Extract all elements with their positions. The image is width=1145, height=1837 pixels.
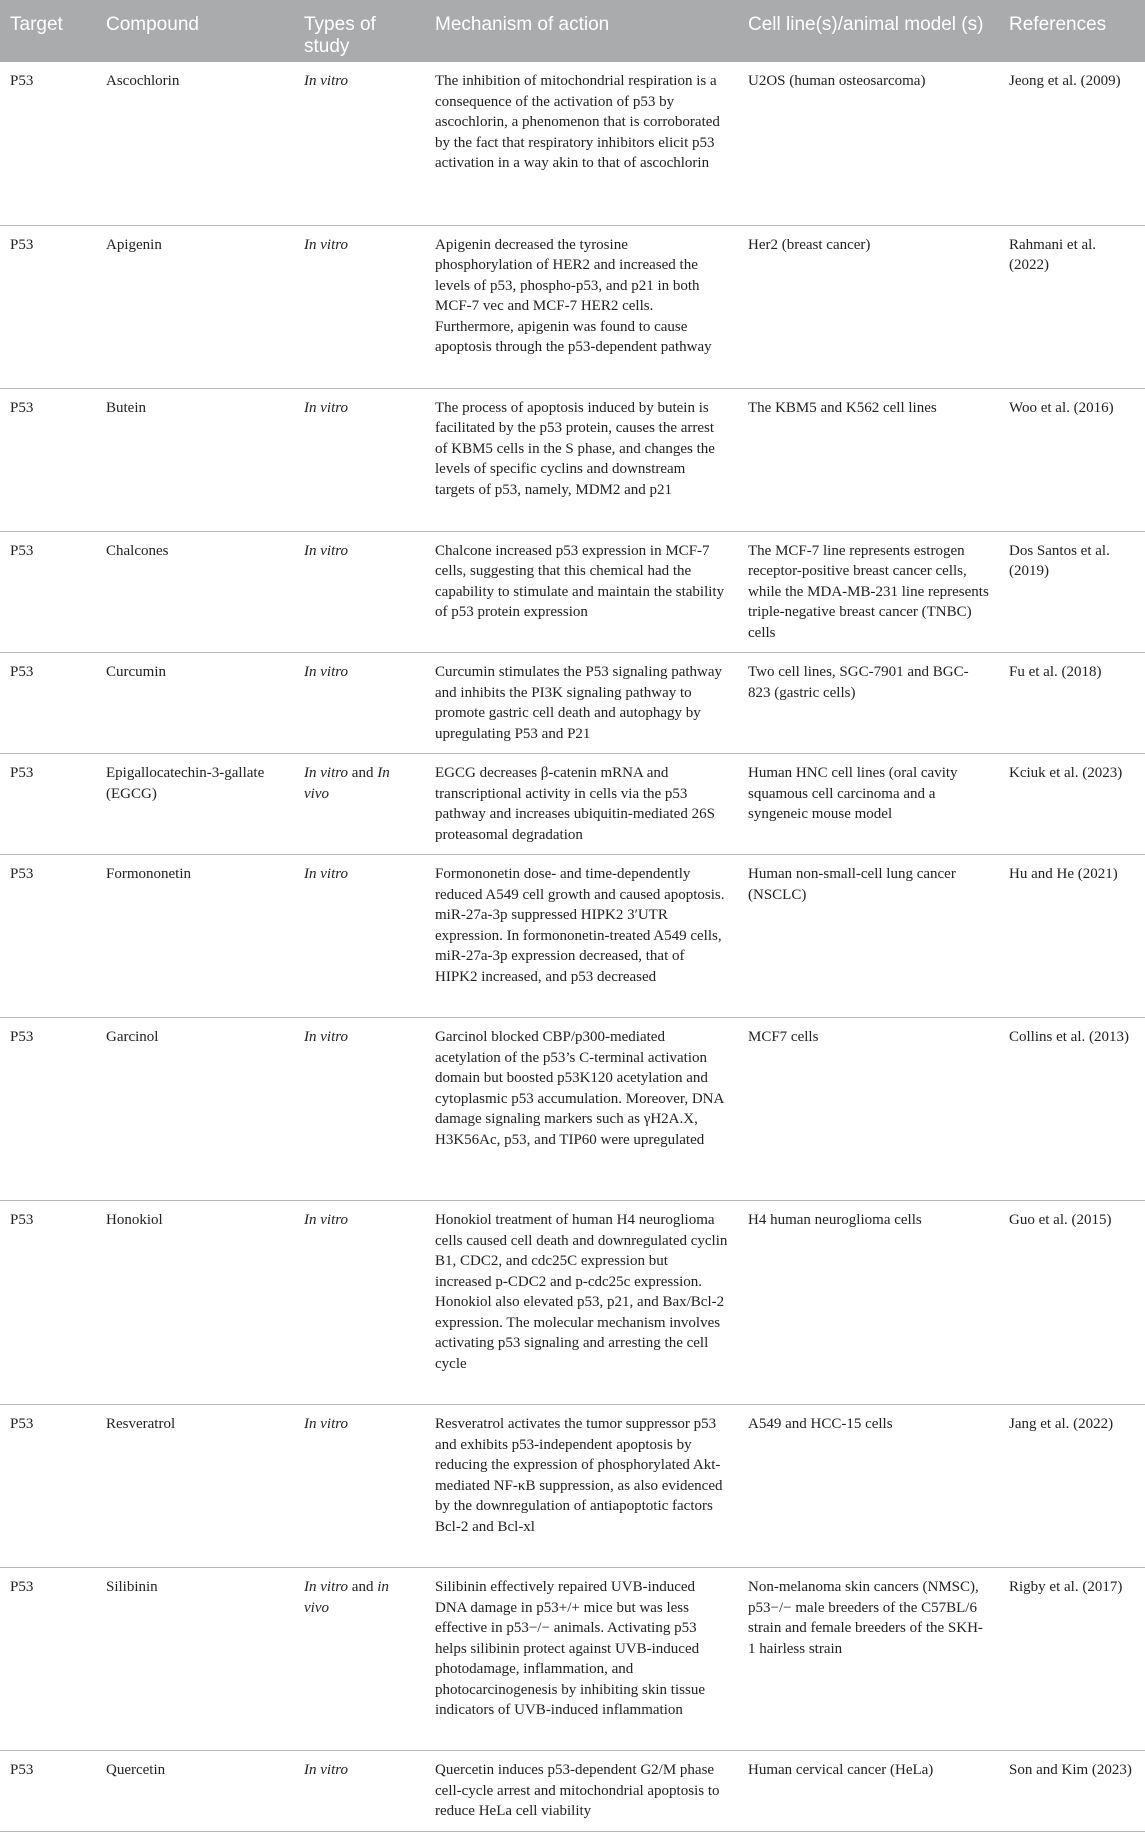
cell-target: P53 (0, 1018, 96, 1201)
study-secondary: in vivo (304, 1579, 389, 1616)
cell-target: P53 (0, 653, 96, 754)
cell-compound: Curcumin (96, 653, 294, 754)
cell-reference: Jang et al. (2022) (999, 1405, 1145, 1568)
cell-mechanism: Honokiol treatment of human H4 neuroglioma cells caused cell death and downregulated cyclin B1, CDC2, and cdc25C expression but increased p-CDC2 and p-cdc25c expression. Honokiol also elevated p53, p21, and Bax/Bcl-2 expression. The molecular mechanism involves activating p53 signaling and arresting the cell cycle (425, 1201, 738, 1405)
study-primary: In vitro (304, 399, 349, 416)
cell-reference: Collins et al. (2013) (999, 1018, 1145, 1201)
cell-compound: Quercetin (96, 1751, 294, 1832)
cell-mechanism: Apigenin decreased the tyrosine phosphorylation of HER2 and increased the levels of p53, phospho-p53, and p21 in both MCF-7 vec and MCF-7 HER2 cells. Furthermore, apigenin was found to cause apoptosis through the p53-dependent pathway (425, 225, 738, 388)
cell-reference: Rigby et al. (2017) (999, 1568, 1145, 1751)
cell-cell-lines: The MCF-7 line represents estrogen receptor-positive breast cancer cells, while the MDA-MB-231 line represents triple-negative breast cancer (TNBC) cells (738, 531, 999, 653)
cell-study-type (294, 1751, 425, 1832)
cell-study-type (294, 62, 425, 225)
study-primary: In vitro (304, 1762, 349, 1778)
table-row (0, 653, 1145, 754)
table-row (0, 855, 1145, 1018)
cell-cell-lines: H4 human neuroglioma cells (738, 1201, 999, 1405)
cell-compound: Honokiol (96, 1201, 294, 1405)
cell-target: P53 (0, 388, 96, 531)
cell-cell-lines: A549 and HCC-15 cells (738, 1405, 999, 1568)
study-secondary: In vivo (304, 765, 390, 802)
cell-cell-lines: MCF7 cells (738, 1018, 999, 1201)
header-cell-lines: Cell line(s)/animal model (s) (748, 14, 984, 35)
cell-study-type (294, 1018, 425, 1201)
header-references: References (1009, 14, 1107, 35)
cell-target: P53 (0, 1751, 96, 1832)
cell-reference: Woo et al. (2016) (999, 388, 1145, 531)
table-row (0, 225, 1145, 388)
cell-cell-lines: U2OS (human osteosarcoma) (738, 62, 999, 225)
cell-mechanism: Chalcone increased p53 expression in MCF-7 cells, suggesting that this chemical had the capability to stimulate and maintain the stability of p53 protein expression (425, 531, 738, 653)
study-joiner: and (348, 765, 378, 781)
table-row (0, 1201, 1145, 1405)
table-row (0, 1751, 1145, 1832)
cell-mechanism: Curcumin stimulates the P53 signaling pathway and inhibits the PI3K signaling pathway to promote gastric cell death and autophagy by upregulating P53 and P21 (425, 653, 738, 754)
cell-mechanism: Resveratrol activates the tumor suppressor p53 and exhibits p53-independent apoptosis by reducing the expression of phosphorylated Akt-mediated NF-κB suppression, as also evidenced by the downregulation of antiapoptotic factors Bcl-2 and Bcl-xl (425, 1405, 738, 1568)
header-target: Target (10, 14, 63, 35)
cell-reference: Son and Kim (2023) (999, 1751, 1145, 1832)
cell-mechanism: The process of apoptosis induced by butein is facilitated by the p53 protein, causes the arrest of KBM5 cells in the S phase, and changes the levels of specific cyclins and downstream targets of p53, namely, MDM2 and p21 (425, 388, 738, 531)
study-primary: In vitro (304, 542, 349, 559)
table-row (0, 754, 1145, 855)
study-primary: In vitro (304, 236, 349, 253)
cell-cell-lines: Human cervical cancer (HeLa) (738, 1751, 999, 1832)
cell-compound: Silibinin (96, 1568, 294, 1751)
cell-cell-lines: The KBM5 and K562 cell lines (738, 388, 999, 531)
cell-target: P53 (0, 62, 96, 225)
cell-cell-lines: Two cell lines, SGC-7901 and BGC-823 (gastric cells) (738, 653, 999, 754)
cell-target: P53 (0, 855, 96, 1018)
table-header (0, 0, 1145, 62)
cell-compound: Epigallocatechin-3-gallate (EGCG) (96, 754, 294, 855)
cell-reference: Rahmani et al. (2022) (999, 225, 1145, 388)
cell-target: P53 (0, 1568, 96, 1751)
cell-study-type (294, 653, 425, 754)
cell-reference: Hu and He (2021) (999, 855, 1145, 1018)
cell-mechanism: Formononetin dose- and time-dependently reduced A549 cell growth and caused apoptosis. miR-27a-3p suppressed HIPK2 3′UTR expression. In formononetin-treated A549 cells, miR-27a-3p expression decreased, that of HIPK2 increased, and p53 decreased (425, 855, 738, 1018)
cell-mechanism: Quercetin induces p53-dependent G2/M phase cell-cycle arrest and mitochondrial apoptosis to reduce HeLa cell viability (425, 1751, 738, 1832)
study-primary: In vitro (304, 1029, 349, 1045)
cell-cell-lines: Non-melanoma skin cancers (NMSC), p53−/− male breeders of the C57BL/6 strain and female breeders of the SKH-1 hairless strain (738, 1568, 999, 1751)
header-mechanism: Mechanism of action (435, 14, 610, 35)
study-primary: In vitro (304, 664, 349, 680)
study-primary: In vitro (304, 1579, 349, 1595)
cell-mechanism: EGCG decreases β-catenin mRNA and transcriptional activity in cells via the p53 pathway and increases ubiquitin-mediated 26S proteasomal degradation (425, 754, 738, 855)
cell-compound: Formononetin (96, 855, 294, 1018)
cell-target: P53 (0, 225, 96, 388)
cell-reference: Guo et al. (2015) (999, 1201, 1145, 1405)
cell-study-type (294, 1568, 425, 1751)
cell-compound: Resveratrol (96, 1405, 294, 1568)
cell-compound: Apigenin (96, 225, 294, 388)
header-types-of-study: Types of study (304, 14, 376, 57)
cell-cell-lines: Human HNC cell lines (oral cavity squamous cell carcinoma and a syngeneic mouse model (738, 754, 999, 855)
table-row (0, 388, 1145, 531)
study-primary: In vitro (304, 1212, 349, 1228)
table-row (0, 1018, 1145, 1201)
cell-reference: Fu et al. (2018) (999, 653, 1145, 754)
cell-study-type (294, 1201, 425, 1405)
cell-compound: Ascochlorin (96, 62, 294, 225)
cell-target: P53 (0, 531, 96, 653)
table-row (0, 531, 1145, 653)
cell-reference: Jeong et al. (2009) (999, 62, 1145, 225)
cell-study-type (294, 855, 425, 1018)
table-row (0, 1568, 1145, 1751)
cell-target: P53 (0, 1405, 96, 1568)
cell-study-type (294, 531, 425, 653)
cell-compound: Garcinol (96, 1018, 294, 1201)
table-row (0, 1405, 1145, 1568)
cell-cell-lines: Human non-small-cell lung cancer (NSCLC) (738, 855, 999, 1018)
cell-reference: Dos Santos et al. (2019) (999, 531, 1145, 653)
study-joiner: and (348, 1579, 378, 1595)
cell-cell-lines: Her2 (breast cancer) (738, 225, 999, 388)
cell-study-type (294, 225, 425, 388)
cell-compound: Butein (96, 388, 294, 531)
table-row (0, 62, 1145, 225)
header-compound: Compound (106, 14, 199, 35)
cell-study-type (294, 1405, 425, 1568)
cell-mechanism: The inhibition of mitochondrial respiration is a consequence of the activation of p53 by ascochlorin, a phenomenon that is corroborated by the fact that respiratory inhibitors elicit p53 activation in a way akin to that of ascochlorin (425, 62, 738, 225)
cell-reference: Kciuk et al. (2023) (999, 754, 1145, 855)
cell-mechanism: Garcinol blocked CBP/p300-mediated acetylation of the p53’s C-terminal activation domain but boosted p53K120 acetylation and cytoplasmic p53 accumulation. Moreover, DNA damage signaling markers such as γH2A.X, H3K56Ac, p53, and TIP60 were upregulated (425, 1018, 738, 1201)
cell-target: P53 (0, 754, 96, 855)
header-row (0, 0, 1145, 62)
cell-target: P53 (0, 1201, 96, 1405)
study-primary: In vitro (304, 866, 349, 882)
cell-study-type (294, 388, 425, 531)
table-body (0, 62, 1145, 1831)
study-primary: In vitro (304, 1416, 349, 1432)
cell-mechanism: Silibinin effectively repaired UVB-induced DNA damage in p53+/+ mice but was less effective in p53−/− animals. Activating p53 helps silibinin protect against UVB-induced photodamage, inflammation, and photocarcinogenesis by inhibiting skin tissue indicators of UVB-induced inflammation (425, 1568, 738, 1751)
study-primary: In vitro (304, 73, 349, 89)
cell-study-type (294, 754, 425, 855)
study-primary: In vitro (304, 765, 349, 781)
cell-compound: Chalcones (96, 531, 294, 653)
